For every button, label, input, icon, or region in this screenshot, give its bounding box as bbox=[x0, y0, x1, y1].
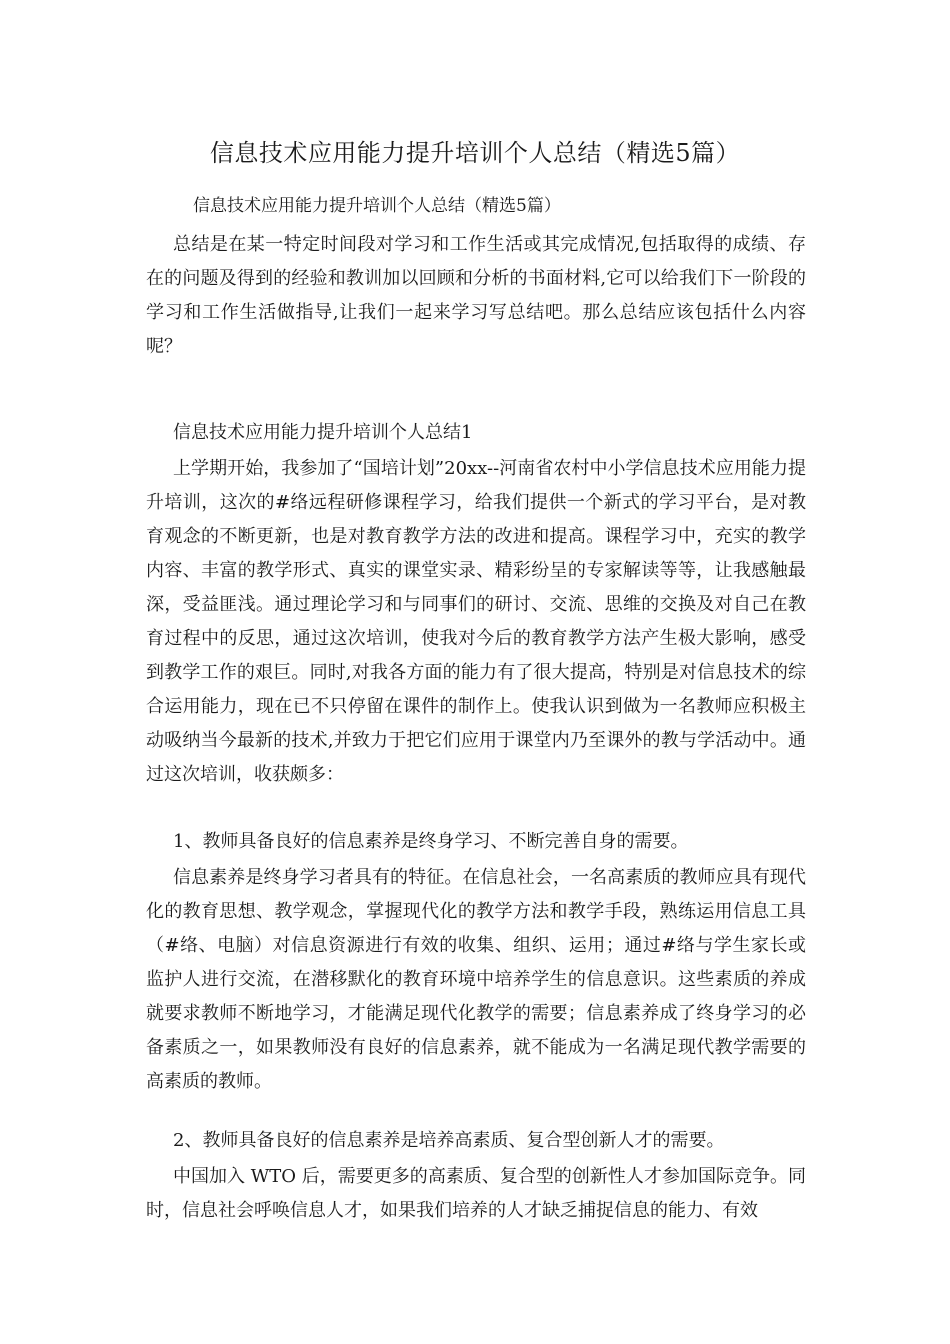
point1-paragraph: 信息素养是终身学习者具有的特征。在信息社会，一名高素质的教师应具有现代化的教育思想、教学观念，掌握现代化的教学方法和教学手段，熟练运用信息工具（#络、电脑）对信息资源进行有效的收集、组织、运用；通过#络与学生家长或监护人进行交流，在潜移默化的教育环境中培养学生的信息意识。这些素质的养成就要求教师不断地学习，才能满足现代化教学的需要；信息素养成了终身学习的必备素质之一，如果教师没有良好的信息素养，就不能成为一名满足现代教学需要的高素质的教师。 bbox=[146, 867, 806, 1092]
section1-paragraph: 上学期开始，我参加了“国培计划”20xx--河南省农村中小学信息技术应用能力提升培训，这次的#络远程研修课程学习，给我们提供一个新式的学习平台，是对教育观念的不断更新，也是对教育教学方法的改进和提高。课程学习中，充实的教学内容、丰富的教学形式、真实的课堂实录、精彩纷呈的专家解读等等，让我感触最深，受益匪浅。通过理论学习和与同事们的研讨、交流、思维的交换及对自己在教育过程中的反思，通过这次培训，使我对今后的教育教学方法产生极大影响，感受到教学工作的艰巨。同时,对我各方面的能力有了很大提高，特别是对信息技术的综合运用能力，现在已不只停留在课件的制作上。使我认识到做为一名教师应积极主动吸纳当今最新的技术,并致力于把它们应用于课堂内乃至课外的教与学活动中。通过这次培训，收获颇多： bbox=[146, 458, 806, 785]
document-subtitle: 信息技术应用能力提升培训个人总结（精选5篇） bbox=[193, 196, 561, 216]
point1-heading: 1、教师具备良好的信息素养是终身学习、不断完善自身的需要。 bbox=[173, 831, 689, 852]
section1-heading: 信息技术应用能力提升培训个人总结1 bbox=[173, 422, 473, 443]
document-title: 信息技术应用能力提升培训个人总结（精选5篇） bbox=[209, 139, 741, 167]
intro-paragraph: 总结是在某一特定时间段对学习和工作生活或其完成情况,包括取得的成绩、存在的问题及得到的经验和教训加以回顾和分析的书面材料,它可以给我们下一阶段的学习和工作生活做指导,让我们一起来学习写总结吧。那么总结应该包括什么内容呢？ bbox=[146, 234, 806, 357]
point2-heading: 2、教师具备良好的信息素养是培养高素质、复合型创新人才的需要。 bbox=[173, 1130, 725, 1151]
point2-paragraph: 中国加入 WTO 后，需要更多的高素质、复合型的创新性人才参加国际竞争。同时，信息社会呼唤信息人才，如果我们培养的人才缺乏捕捉信息的能力、有效 bbox=[146, 1166, 806, 1221]
